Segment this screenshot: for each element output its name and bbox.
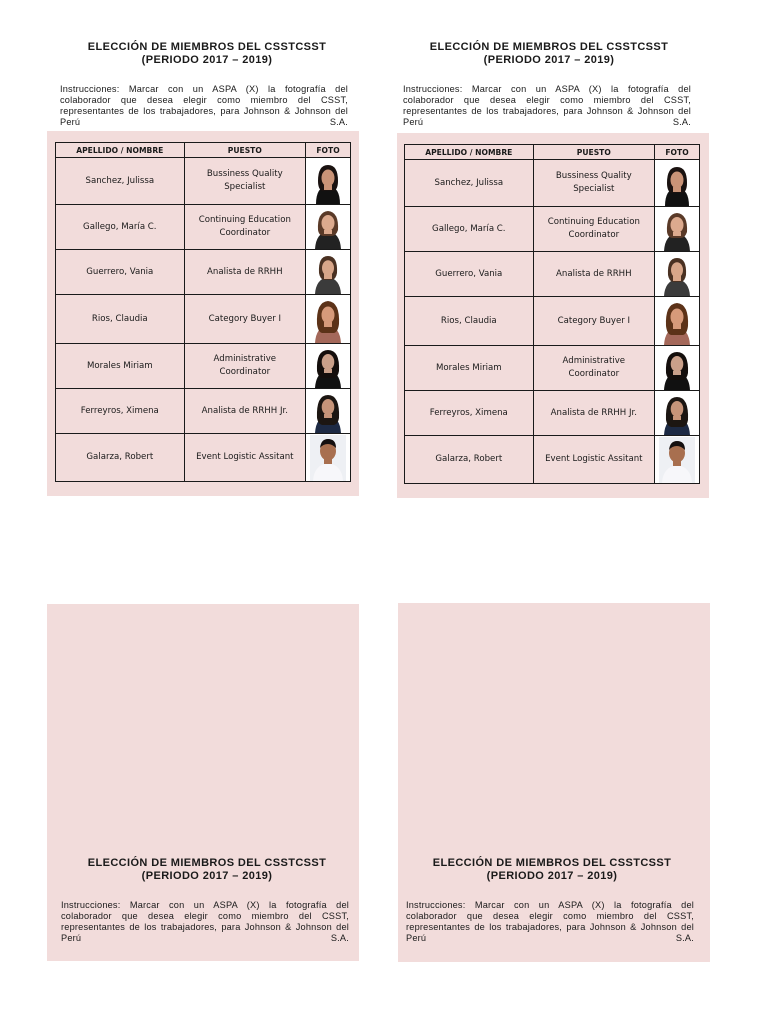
candidate-position: Category Buyer I — [533, 297, 654, 346]
candidate-name: Sanchez, Julissa — [56, 158, 185, 205]
male-portrait-icon[interactable] — [659, 437, 695, 483]
candidate-position: Analista de RRHH — [533, 252, 654, 297]
candidate-photo-cell[interactable] — [655, 160, 700, 207]
candidate-position: Bussiness Quality Specialist — [533, 160, 654, 207]
candidate-photo-cell[interactable] — [306, 295, 351, 344]
title-line-2: (PERIODO 2017 – 2019) — [141, 54, 273, 66]
candidate-position: Analista de RRHH Jr. — [533, 391, 654, 436]
title-line-2: (PERIODO 2017 – 2019) — [141, 870, 273, 882]
candidate-position: Analista de RRHH Jr. — [184, 389, 305, 434]
candidate-name: Galarza, Robert — [56, 434, 185, 482]
candidate-photo-cell[interactable] — [655, 207, 700, 252]
title-line-1: ELECCIÓN DE MIEMBROS DEL CSSTCSST — [429, 41, 669, 53]
table-row — [56, 158, 351, 205]
female-portrait-icon[interactable] — [659, 161, 695, 206]
table-row — [405, 436, 700, 484]
candidate-photo-cell[interactable] — [306, 434, 351, 482]
female-portrait-icon[interactable] — [659, 253, 695, 296]
instructions: Instrucciones: Marcar con un ASPA (X) la fotografía del colaborador que desea elegir como miembro del CSST, representantes de los trabajadores, para Johnson & Johnson del Perú S.A. — [61, 900, 349, 943]
candidate-photo-cell[interactable] — [306, 389, 351, 434]
female-portrait-icon[interactable] — [310, 390, 346, 433]
candidate-photo-cell[interactable] — [655, 346, 700, 391]
header-position: PUESTO — [533, 145, 654, 160]
female-portrait-icon[interactable] — [659, 347, 695, 390]
female-portrait-icon[interactable] — [659, 392, 695, 435]
table-row — [56, 434, 351, 482]
candidate-position: Category Buyer I — [184, 295, 305, 344]
table-header-row — [405, 145, 700, 160]
header-name: APELLIDO / NOMBRE — [56, 143, 185, 158]
candidate-photo-cell[interactable] — [306, 250, 351, 295]
table-row — [56, 295, 351, 344]
female-portrait-icon[interactable] — [310, 296, 346, 343]
table-header-row — [56, 143, 351, 158]
candidate-position: Administrative Coordinator — [533, 346, 654, 391]
table-row — [405, 207, 700, 252]
candidate-name: Morales Miriam — [56, 344, 185, 389]
candidate-name: Sanchez, Julissa — [405, 160, 534, 207]
candidate-photo-cell[interactable] — [655, 391, 700, 436]
female-portrait-icon[interactable] — [659, 298, 695, 345]
table-row — [405, 346, 700, 391]
candidates-table — [55, 142, 351, 482]
female-portrait-icon[interactable] — [310, 345, 346, 388]
table-row — [405, 252, 700, 297]
candidate-position: Continuing Education Coordinator — [533, 207, 654, 252]
candidate-name: Guerrero, Vania — [405, 252, 534, 297]
title-line-1: ELECCIÓN DE MIEMBROS DEL CSSTCSST — [432, 857, 672, 869]
female-portrait-icon[interactable] — [310, 251, 346, 294]
candidate-position: Event Logistic Assitant — [184, 434, 305, 482]
ballot-title — [51, 857, 363, 883]
candidate-name: Guerrero, Vania — [56, 250, 185, 295]
header-position: PUESTO — [184, 143, 305, 158]
candidate-photo-cell[interactable] — [306, 158, 351, 205]
ballot-title — [393, 41, 705, 67]
table-row — [56, 250, 351, 295]
male-portrait-icon[interactable] — [310, 435, 346, 481]
candidate-name: Galarza, Robert — [405, 436, 534, 484]
candidate-position: Analista de RRHH — [184, 250, 305, 295]
candidate-photo-cell[interactable] — [655, 252, 700, 297]
header-photo: FOTO — [655, 145, 700, 160]
title-line-1: ELECCIÓN DE MIEMBROS DEL CSSTCSST — [87, 41, 327, 53]
candidate-name: Gallego, María C. — [56, 205, 185, 250]
candidate-name: Morales Miriam — [405, 346, 534, 391]
female-portrait-icon[interactable] — [659, 208, 695, 251]
header-name: APELLIDO / NOMBRE — [405, 145, 534, 160]
instructions: Instrucciones: Marcar con un ASPA (X) la fotografía del colaborador que desea elegir como miembro del CSST, representantes de los trabajadores, para Johnson & Johnson del Perú S.A. — [60, 84, 348, 127]
candidate-name: Ferreyros, Ximena — [405, 391, 534, 436]
title-line-2: (PERIODO 2017 – 2019) — [483, 54, 615, 66]
table-row — [56, 205, 351, 250]
candidate-position: Administrative Coordinator — [184, 344, 305, 389]
candidate-name: Gallego, María C. — [405, 207, 534, 252]
candidate-position: Continuing Education Coordinator — [184, 205, 305, 250]
header-photo: FOTO — [306, 143, 351, 158]
table-row — [56, 344, 351, 389]
table-row — [405, 160, 700, 207]
table-row — [56, 389, 351, 434]
candidate-position: Bussiness Quality Specialist — [184, 158, 305, 205]
candidates-table — [404, 144, 700, 484]
table-row — [405, 297, 700, 346]
candidate-photo-cell[interactable] — [655, 436, 700, 484]
ballot-title — [47, 41, 367, 67]
female-portrait-icon[interactable] — [310, 206, 346, 249]
candidate-name: Rios, Claudia — [405, 297, 534, 346]
candidate-position: Event Logistic Assitant — [533, 436, 654, 484]
candidate-photo-cell[interactable] — [306, 205, 351, 250]
instructions: Instrucciones: Marcar con un ASPA (X) la fotografía del colaborador que desea elegir como miembro del CSST, representantes de los trabajadores, para Johnson & Johnson del Perú S.A. — [406, 900, 694, 943]
title-line-2: (PERIODO 2017 – 2019) — [486, 870, 618, 882]
female-portrait-icon[interactable] — [310, 159, 346, 204]
candidate-name: Ferreyros, Ximena — [56, 389, 185, 434]
candidate-photo-cell[interactable] — [655, 297, 700, 346]
title-line-1: ELECCIÓN DE MIEMBROS DEL CSSTCSST — [87, 857, 327, 869]
candidate-name: Rios, Claudia — [56, 295, 185, 344]
ballot-title — [396, 857, 708, 883]
candidate-photo-cell[interactable] — [306, 344, 351, 389]
table-row — [405, 391, 700, 436]
instructions: Instrucciones: Marcar con un ASPA (X) la fotografía del colaborador que desea elegir como miembro del CSST, representantes de los trabajadores, para Johnson & Johnson del Perú S.A. — [403, 84, 691, 127]
